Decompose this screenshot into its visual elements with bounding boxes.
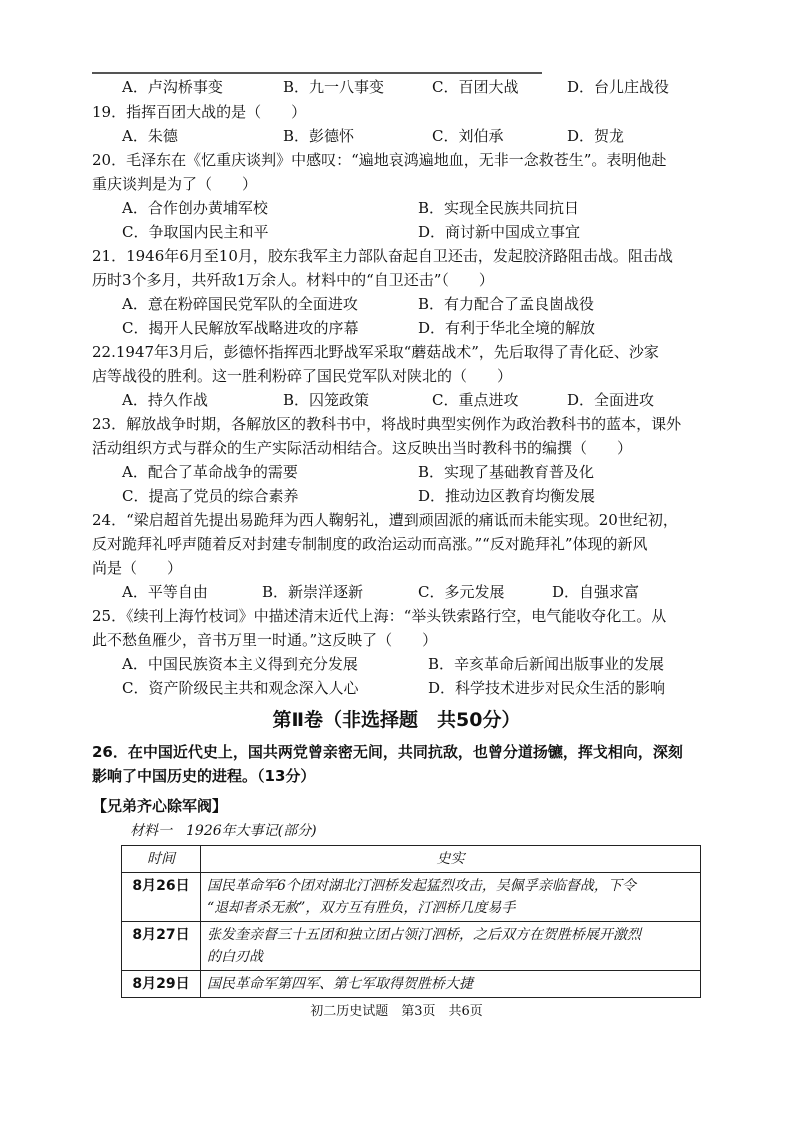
q20-option-a[interactable]: A．合作创办黄埔军校 bbox=[122, 199, 268, 217]
q25-option-b[interactable]: B．辛亥革命后新闻出版事业的发展 bbox=[428, 655, 665, 673]
q19-option-a[interactable]: A．朱德 bbox=[122, 127, 178, 145]
row-time: 8月26日 bbox=[122, 873, 201, 922]
q21-option-a[interactable]: A．意在粉碎国民党军队的全面进攻 bbox=[122, 295, 358, 313]
q23-option-c[interactable]: C．提高了党员的综合素养 bbox=[122, 487, 299, 505]
material-1-caption: 材料一 1926年大事记(部分) bbox=[130, 823, 317, 839]
q26-stem-line-2: 影响了中国历史的进程。（13分） bbox=[92, 767, 316, 785]
q22-stem-line-2: 店等战役的胜利。这一胜利粉碎了国民党军队对陕北的（ ） bbox=[92, 367, 513, 385]
events-table bbox=[121, 845, 701, 998]
header-fact: 史实 bbox=[201, 846, 701, 873]
q19-stem: 19．指挥百团大战的是（ ） bbox=[92, 103, 307, 121]
row-time: 8月27日 bbox=[122, 922, 201, 971]
q24-stem-line-3: 尚是（ ） bbox=[92, 559, 183, 577]
q24-stem-line-1: 24．“梁启超首先提出易跪拜为西人鞠躬礼，遭到顽固派的痛诋而未能实现。20世纪初， bbox=[92, 511, 678, 529]
q21-option-c[interactable]: C．揭开人民解放军战略进攻的序幕 bbox=[122, 319, 359, 337]
q18-option-a[interactable]: A．卢沟桥事变 bbox=[122, 78, 223, 96]
q24-option-b[interactable]: B．新崇洋逐新 bbox=[262, 583, 364, 601]
q22-option-d[interactable]: D．全面进攻 bbox=[567, 391, 655, 409]
table-row bbox=[122, 922, 701, 971]
q23-option-d[interactable]: D．推动边区教育均衡发展 bbox=[418, 487, 596, 505]
page-footer: 初二历史试题 第3页 共6页 bbox=[310, 1004, 483, 1019]
subheading: 【兄弟齐心除军阀】 bbox=[92, 797, 228, 815]
row-fact bbox=[201, 922, 701, 971]
q24-option-a[interactable]: A．平等自由 bbox=[122, 583, 208, 601]
q23-option-b[interactable]: B．实现了基础教育普及化 bbox=[418, 463, 595, 481]
q18-option-b[interactable]: B．九一八事变 bbox=[283, 78, 385, 96]
q21-option-b[interactable]: B．有力配合了孟良崮战役 bbox=[418, 295, 595, 313]
q18-option-d[interactable]: D．台儿庄战役 bbox=[567, 78, 670, 96]
header-time: 时间 bbox=[122, 846, 201, 873]
q24-option-d[interactable]: D．自强求富 bbox=[552, 583, 640, 601]
table-header-row bbox=[122, 846, 701, 873]
q20-stem-line-2: 重庆谈判是为了（ ） bbox=[92, 175, 258, 193]
q25-option-a[interactable]: A．中国民族资本主义得到充分发展 bbox=[122, 655, 358, 673]
q22-option-b[interactable]: B．囚笼政策 bbox=[283, 391, 370, 409]
q19-option-b[interactable]: B．彭德怀 bbox=[283, 127, 355, 145]
row-fact-line: “退却者杀无赦”，双方互有胜负，汀泗桥几度易手 bbox=[207, 900, 516, 916]
row-fact bbox=[201, 873, 701, 922]
row-fact-line: 国民革命军6个团对湖北汀泗桥发起猛烈攻击，吴佩孚亲临督战，下令 bbox=[207, 878, 636, 894]
q23-option-a[interactable]: A．配合了革命战争的需要 bbox=[122, 463, 298, 481]
q20-option-c[interactable]: C．争取国内民主和平 bbox=[122, 223, 269, 241]
q23-stem-line-1: 23．解放战争时期，各解放区的教科书中，将战时典型实例作为政治教科书的蓝本，课外 bbox=[92, 415, 682, 433]
row-fact bbox=[201, 971, 701, 998]
q24-option-c[interactable]: C．多元发展 bbox=[418, 583, 505, 601]
q22-option-a[interactable]: A．持久作战 bbox=[122, 391, 208, 409]
row-fact-line: 张发奎亲督三十五团和独立团占领汀泗桥，之后双方在贺胜桥展开激烈 bbox=[207, 927, 641, 943]
q22-stem-line-1: 22.1947年3月后，彭德怀指挥西北野战军采取“蘑菇战术”，先后取得了青化砭、沙家 bbox=[92, 343, 659, 361]
row-fact-line: 国民革命军第四军、第七军取得贺胜桥大捷 bbox=[207, 976, 473, 992]
row-fact-line: 的白刃战 bbox=[207, 949, 263, 965]
q24-stem-line-2: 反对跪拜礼呼声随着反对封建专制制度的政治运动而高涨。”“反对跪拜礼”体现的新风 bbox=[92, 535, 648, 553]
q18-option-c[interactable]: C．百团大战 bbox=[432, 78, 519, 96]
q25-stem-line-1: 25．《续刊上海竹枝词》中描述清末近代上海：“举头铁索路行空，电气能收夺化工。从 bbox=[92, 607, 667, 625]
q22-option-c[interactable]: C．重点进攻 bbox=[432, 391, 519, 409]
section-2-title: 第Ⅱ卷（非选择题 共50分） bbox=[272, 709, 521, 731]
q19-option-c[interactable]: C．刘伯承 bbox=[432, 127, 504, 145]
q20-option-d[interactable]: D．商讨新中国成立事宜 bbox=[418, 223, 581, 241]
q23-stem-line-2: 活动组织方式与群众的生产实际活动相结合。这反映出当时教科书的编撰（ ） bbox=[92, 439, 633, 457]
table-row bbox=[122, 971, 701, 998]
q25-stem-line-2: 此不愁鱼雁少，音书万里一时通。”这反映了（ ） bbox=[92, 631, 438, 649]
q19-option-d[interactable]: D．贺龙 bbox=[567, 127, 625, 145]
q21-option-d[interactable]: D．有利于华北全境的解放 bbox=[418, 319, 596, 337]
q20-option-b[interactable]: B．实现全民族共同抗日 bbox=[418, 199, 580, 217]
q26-stem-line-1: 26．在中国近代史上，国共两党曾亲密无间，共同抗敌，也曾分道扬镳，挥戈相向，深刻 bbox=[92, 743, 683, 761]
row-time: 8月29日 bbox=[122, 971, 201, 998]
q25-option-d[interactable]: D．科学技术进步对民众生活的影响 bbox=[428, 679, 666, 697]
q25-option-c[interactable]: C．资产阶级民主共和观念深入人心 bbox=[122, 679, 359, 697]
table-row bbox=[122, 873, 701, 922]
q21-stem-line-1: 21．1946年6月至10月，胶东我军主力部队奋起自卫还击，发起胶济路阻击战。阻击战 bbox=[92, 247, 673, 265]
q21-stem-line-2: 历时3个多月，共歼敌1万余人。材料中的“自卫还击”（ ） bbox=[92, 271, 494, 289]
q20-stem-line-1: 20．毛泽东在《忆重庆谈判》中感叹：“遍地哀鸿遍地血，无非一念救苍生”。表明他赴 bbox=[92, 151, 667, 169]
